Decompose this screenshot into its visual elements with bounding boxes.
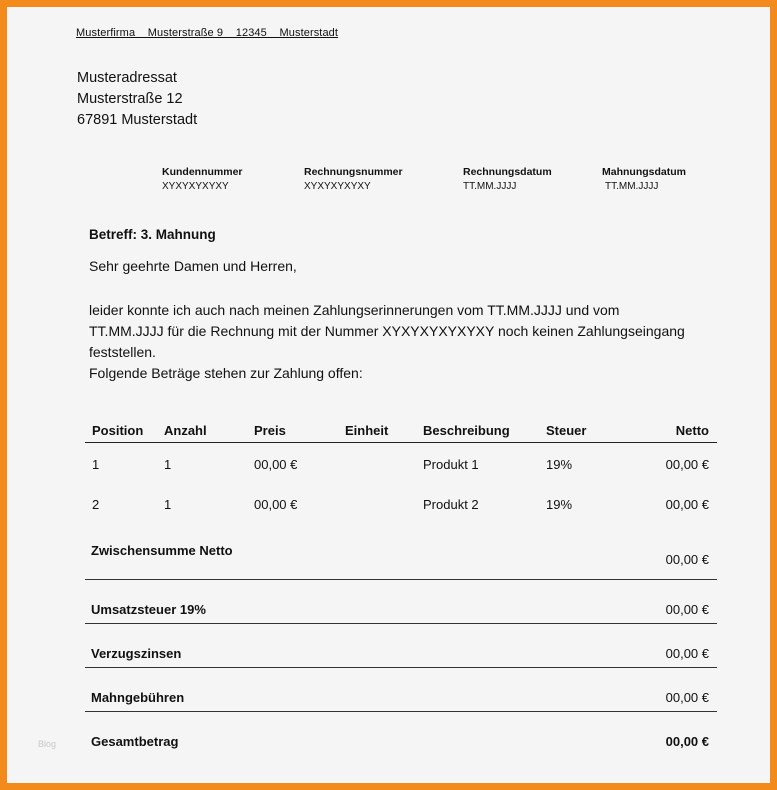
meta-value: XYXYXYXYXY — [304, 181, 371, 192]
col-header-price: Preis — [254, 423, 286, 438]
watermark: Blog — [38, 739, 57, 749]
cell-net: 00,00 € — [665, 457, 709, 472]
subject-line: Betreff: 3. Mahnung — [89, 227, 216, 242]
body-line: Folgende Beträge stehen zur Zahlung offen: — [89, 365, 363, 381]
cell-tax: 19% — [546, 497, 573, 512]
cell-quantity: 1 — [164, 457, 172, 472]
totals-label: Zwischensumme Netto — [91, 543, 233, 558]
totals-amount: 00,00 € — [665, 602, 709, 617]
cell-description: Produkt 2 — [423, 497, 479, 512]
body-line: leider konnte ich auch nach meinen Zahlungserinnerungen vom TT.MM.JJJJ und vom — [89, 302, 620, 318]
meta-label: Mahnungsdatum — [602, 166, 686, 178]
totals-label: Verzugszinsen — [91, 646, 182, 661]
totals-row-vat — [85, 580, 717, 624]
totals-amount: 00,00 € — [665, 646, 709, 661]
items-table — [85, 420, 717, 512]
body-line: TT.MM.JJJJ für die Rechnung mit der Nummer XYXYXYXYXYXY noch keinen Zahlungseingang — [89, 323, 685, 339]
meta-customer-number — [162, 166, 243, 192]
totals-row-fees — [85, 668, 717, 712]
letter-body — [89, 300, 709, 384]
items-table-header — [85, 420, 717, 443]
meta-reminder-date — [602, 166, 686, 192]
body-line: feststellen. — [89, 344, 156, 360]
totals-label: Mahngebühren — [91, 690, 185, 705]
totals-amount: 00,00 € — [665, 690, 709, 705]
meta-invoice-number — [304, 166, 403, 192]
meta-value: TT.MM.JJJJ — [605, 181, 659, 192]
col-header-net: Netto — [675, 423, 709, 438]
meta-value: TT.MM.JJJJ — [463, 181, 517, 192]
cell-net: 00,00 € — [665, 497, 709, 512]
salutation: Sehr geehrte Damen und Herren, — [89, 258, 297, 274]
col-header-unit: Einheit — [345, 423, 389, 438]
meta-invoice-date — [463, 166, 552, 192]
totals-label: Umsatzsteuer 19% — [91, 602, 206, 617]
col-header-description: Beschreibung — [423, 423, 510, 438]
meta-value: XYXYXYXYXY — [162, 181, 229, 192]
cell-position: 1 — [92, 457, 100, 472]
meta-label: Rechnungsdatum — [463, 166, 552, 178]
cell-quantity: 1 — [164, 497, 172, 512]
totals-amount: 00,00 € — [665, 552, 709, 567]
sender-line: Musterfirma Musterstraße 9 12345 Musterstadt — [76, 27, 339, 39]
cell-description: Produkt 1 — [423, 457, 479, 472]
totals-row-subtotal — [85, 535, 717, 580]
recipient-city: 67891 Musterstadt — [77, 112, 198, 128]
recipient-address — [77, 68, 197, 131]
col-header-position: Position — [92, 423, 144, 438]
totals-table — [85, 535, 717, 755]
cell-price: 00,00 € — [254, 497, 298, 512]
totals-label: Gesamtbetrag — [91, 734, 179, 749]
totals-row-interest — [85, 624, 717, 668]
totals-amount: 00,00 € — [665, 734, 709, 749]
meta-label: Kundennummer — [162, 166, 243, 178]
col-header-tax: Steuer — [546, 423, 587, 438]
cell-position: 2 — [92, 497, 100, 512]
meta-label: Rechnungsnummer — [304, 166, 403, 178]
recipient-street: Musterstraße 12 — [77, 91, 183, 107]
totals-row-grand-total — [85, 712, 717, 755]
cell-price: 00,00 € — [254, 457, 298, 472]
col-header-quantity: Anzahl — [164, 423, 207, 438]
cell-tax: 19% — [546, 457, 573, 472]
recipient-name: Musteradressat — [77, 70, 177, 86]
